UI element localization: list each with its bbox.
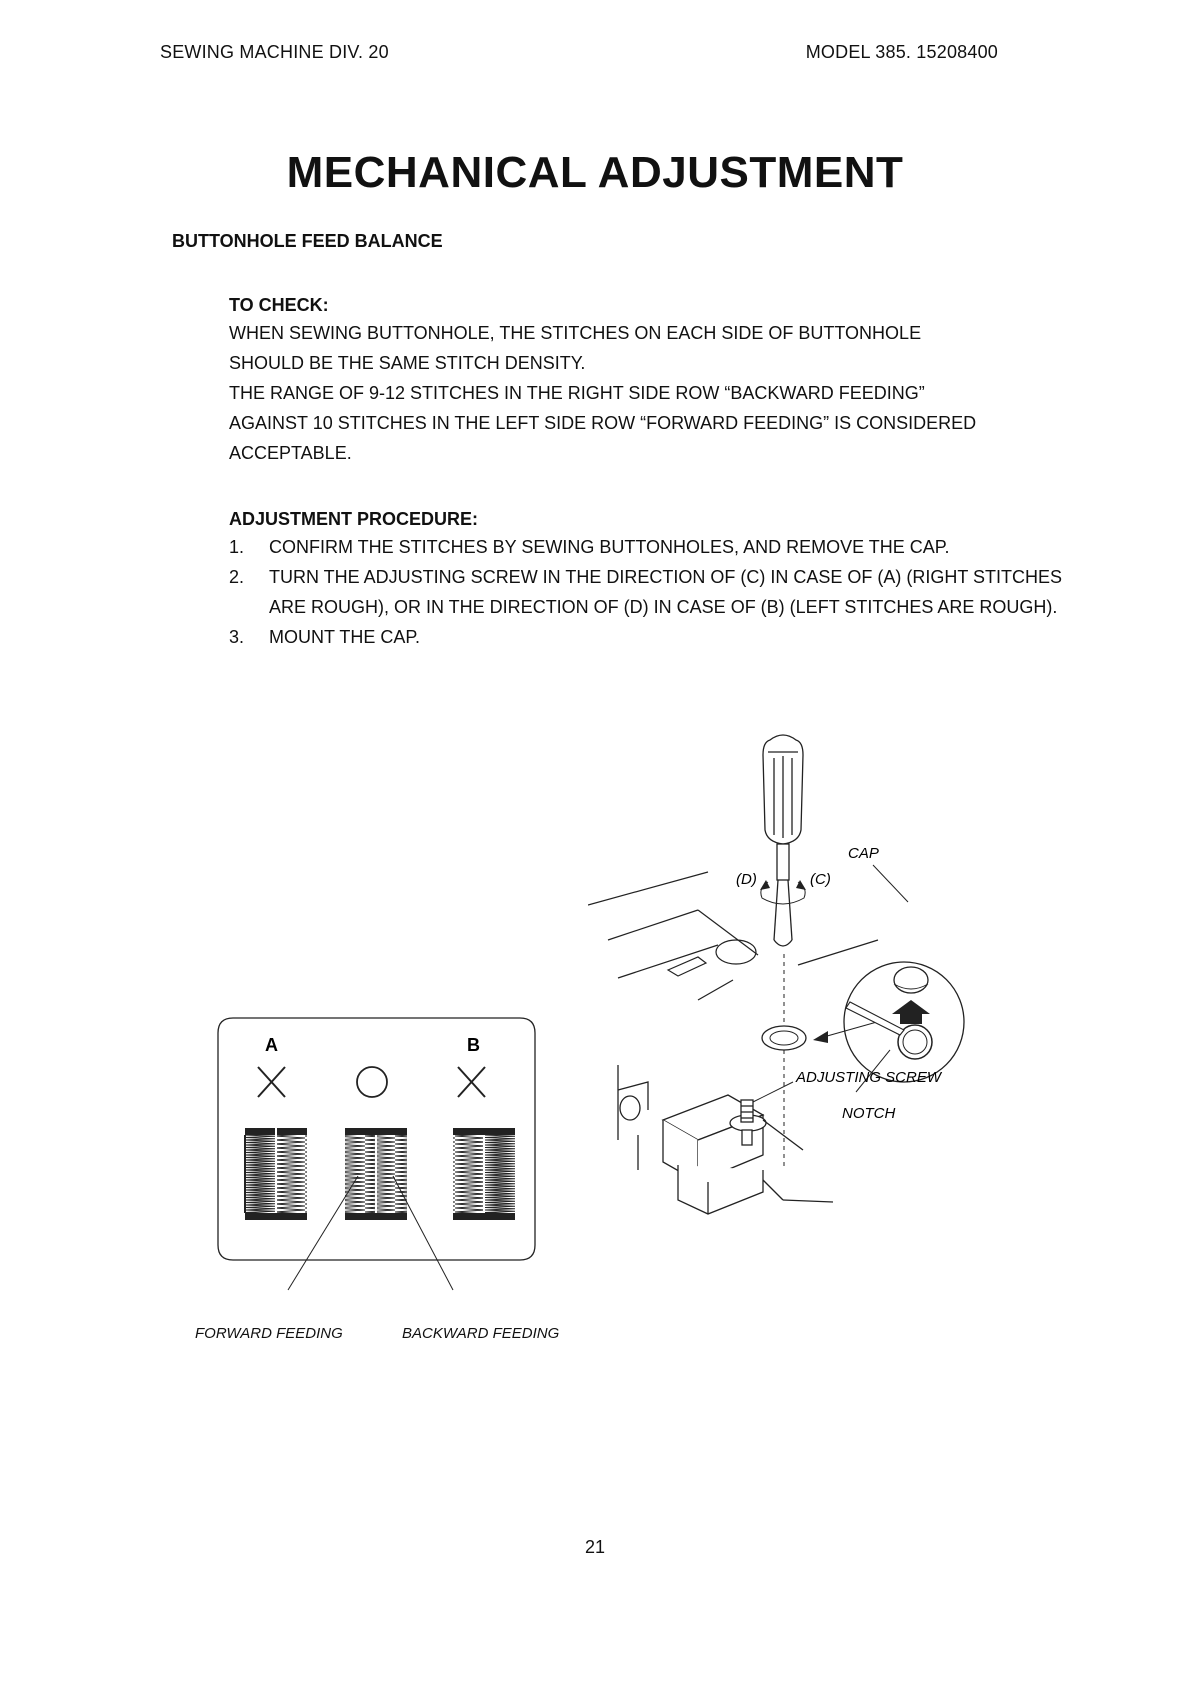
feed-mechanism [618, 1065, 833, 1214]
circle-ok-icon [357, 1067, 387, 1097]
procedure-heading: ADJUSTMENT PROCEDURE: [229, 509, 479, 529]
step-number: 2. [229, 567, 245, 587]
stitch-comparison-figure [185, 1000, 585, 1360]
step-number: 3. [229, 627, 245, 647]
check-heading: TO CHECK: [229, 295, 329, 315]
step-text: TURN THE ADJUSTING SCREW IN THE DIRECTION OF (C) IN CASE OF (A) (RIGHT STITCHES ARE ROUGH), OR IN THE DIRECTION OF (D) IN CASE OF (B) (LEFT STITCHES ARE ROUGH). [269, 567, 1063, 617]
leader-backward [393, 1176, 453, 1290]
check-line: SHOULD BE THE SAME STITCH DENSITY. [229, 353, 586, 373]
step-text: MOUNT THE CAP. [269, 627, 421, 647]
screwdriver-icon [763, 735, 803, 946]
check-line: ACCEPTABLE. [229, 443, 352, 463]
label-d: (D) [736, 871, 757, 888]
header-left: SEWING MACHINE DIV. 20 [160, 42, 389, 62]
stitch-sample-ok [345, 1128, 407, 1220]
x-mark-icon [258, 1067, 285, 1097]
label-backward-feeding: BACKWARD FEEDING [402, 1325, 560, 1342]
procedure-steps [229, 532, 1069, 652]
arrow-c-icon [796, 880, 806, 890]
check-line: WHEN SEWING BUTTONHOLE, THE STITCHES ON EACH SIDE OF BUTTONHOLE [229, 323, 922, 343]
label-notch: NOTCH [842, 1105, 896, 1122]
leader-cap [873, 865, 908, 902]
procedure-step [229, 532, 1069, 562]
label-b: B [467, 1035, 480, 1055]
arrow-d-icon [760, 880, 770, 890]
check-line: AGAINST 10 STITCHES IN THE LEFT SIDE ROW “FORWARD FEEDING” IS CONSIDERED [229, 413, 977, 433]
adjustment-diagram [588, 730, 1058, 1310]
cap-detail [846, 967, 932, 1059]
step-text: CONFIRM THE STITCHES BY SEWING BUTTONHOLES, AND REMOVE THE CAP. [269, 537, 950, 557]
label-adjusting-screw: ADJUSTING SCREW [796, 1069, 942, 1086]
header-right: MODEL 385. 15208400 [805, 42, 998, 62]
cap-ring-icon [762, 1026, 806, 1050]
page-number: 21 [584, 1537, 606, 1557]
label-forward-feeding: FORWARD FEEDING [195, 1325, 343, 1342]
stitch-sample-b [453, 1128, 515, 1220]
label-c: (C) [810, 871, 831, 888]
label-cap: CAP [848, 845, 879, 862]
pointer-arrow-icon [813, 1031, 828, 1043]
leader-adjusting-screw [753, 1082, 793, 1102]
step-number: 1. [229, 537, 245, 557]
x-mark-icon [458, 1067, 485, 1097]
section-heading: BUTTONHOLE FEED BALANCE [172, 231, 443, 251]
procedure-step [229, 562, 1069, 622]
page-title: MECHANICAL ADJUSTMENT [286, 148, 904, 197]
check-line: THE RANGE OF 9-12 STITCHES IN THE RIGHT SIDE ROW “BACKWARD FEEDING” [229, 383, 925, 403]
label-a: A [265, 1035, 278, 1055]
up-arrow-icon [892, 1000, 930, 1024]
needle-plate [588, 872, 878, 1000]
procedure-step [229, 622, 1069, 652]
check-text [229, 318, 1109, 468]
stitch-sample-a [244, 1128, 307, 1220]
